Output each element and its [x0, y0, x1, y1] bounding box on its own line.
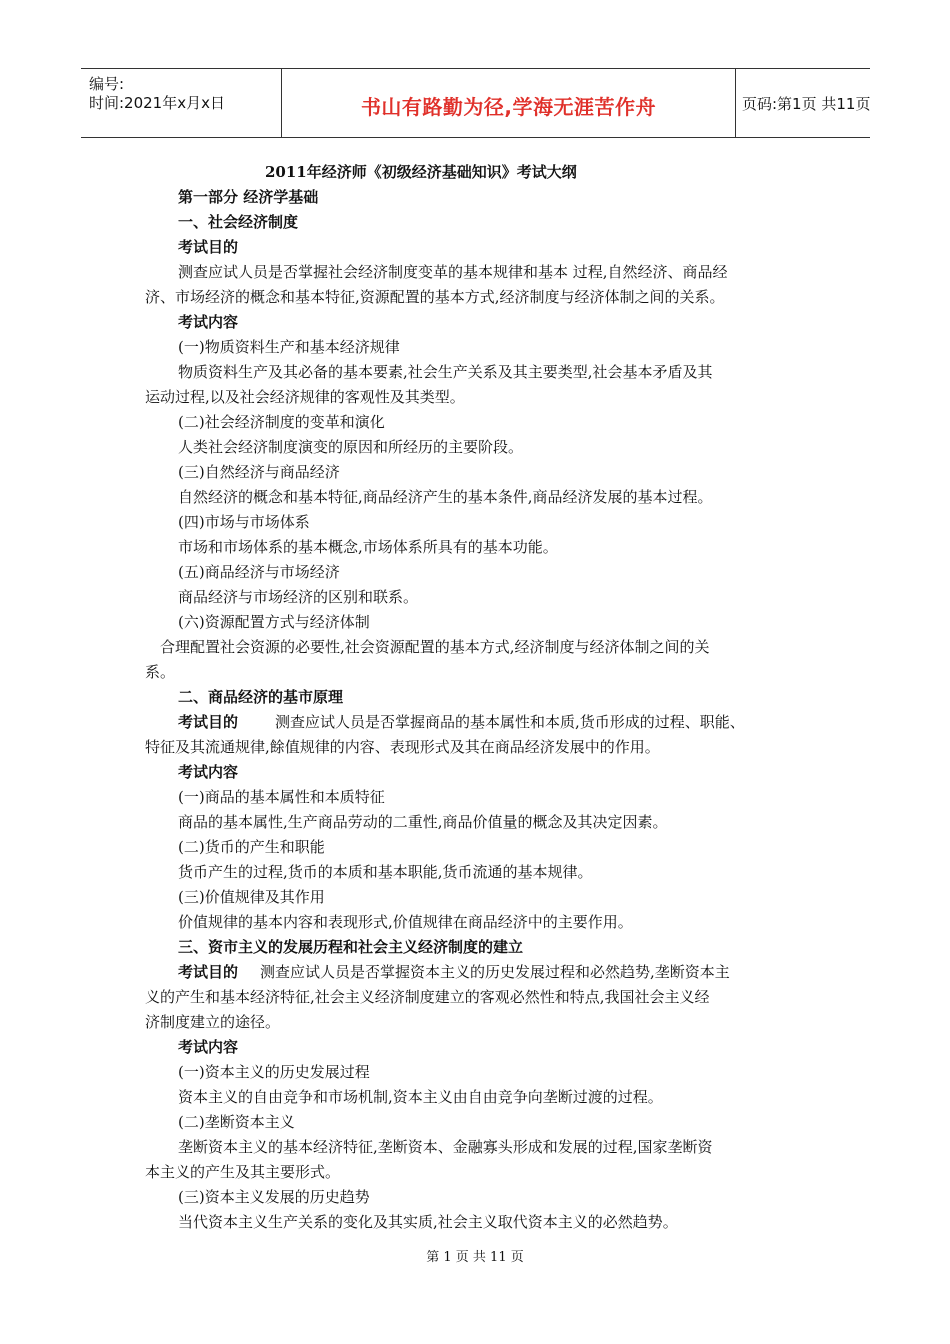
paragraph-line: 商品经济与市场经济的区别和联系。: [178, 588, 419, 606]
paragraph-line: 测查应试人员是否掌握社会经济制度变革的基本规律和基本 过程,自然经济、商品经: [178, 263, 728, 281]
paragraph-line: 义的产生和基本经济特征,社会主义经济制度建立的客观必然性和特点,我国社会主义经: [145, 988, 710, 1006]
content-label: 考试内容: [178, 763, 239, 781]
motto-text: 书山有路勤为径,学海无涯苦作舟: [360, 95, 657, 119]
paragraph-line: 商品的基本属性,生产商品劳动的二重性,商品价值量的概念及其决定因素。: [178, 813, 668, 831]
paragraph-line: 当代资本主义生产关系的变化及其实质,社会主义取代资本主义的必然趋势。: [178, 1213, 678, 1231]
item-heading: (三)自然经济与商品经济: [178, 463, 340, 481]
goal-label: 考试目的: [178, 713, 239, 731]
page-header: [81, 68, 870, 138]
paragraph-line: 系。: [145, 663, 176, 681]
section-heading: 一、社会经济制度: [178, 213, 299, 231]
header-motto-cell: [281, 69, 736, 137]
paragraph-line: 合理配置社会资源的必要性,社会资源配置的基本方式,经济制度与经济体制之间的关: [160, 638, 710, 656]
item-heading: (二)货币的产生和职能: [178, 838, 325, 856]
item-heading: (三)资本主义发展的历史趋势: [178, 1188, 370, 1206]
header-meta-cell: [81, 69, 281, 137]
paragraph-line: 自然经济的概念和基本特征,商品经济产生的基本条件,商品经济发展的基本过程。: [178, 488, 713, 506]
paragraph-line: 货币产生的过程,货币的本质和基本职能,货币流通的基本规律。: [178, 863, 593, 881]
section-heading: 三、资市主义的发展历程和社会主义经济制度的建立: [178, 938, 524, 956]
item-heading: (五)商品经济与市场经济: [178, 563, 340, 581]
goal-label: 考试目的: [178, 238, 239, 256]
paragraph-line: 济制度建立的途径。: [145, 1013, 281, 1031]
item-heading: (一)物质资料生产和基本经济规律: [178, 338, 400, 356]
item-heading: (六)资源配置方式与经济体制: [178, 613, 370, 631]
item-heading: (一)商品的基本属性和本质特征: [178, 788, 385, 806]
header-page-cell: [736, 69, 870, 137]
paragraph-line: 测查应试人员是否掌握商品的基本属性和本质,货币形成的过程、职能、: [275, 713, 745, 731]
paragraph-line: 市场和市场体系的基本概念,市场体系所具有的基本功能。: [178, 538, 558, 556]
content-label: 考试内容: [178, 313, 239, 331]
paragraph-line: 特征及其流通规律,餘值规律的内容、表现形式及其在商品经济发展中的作用。: [145, 738, 660, 756]
paragraph-line: 资本主义的自由竞争和市场机制,资本主义由自由竞争向垄断过渡的过程。: [178, 1088, 663, 1106]
part-heading: 第一部分 经济学基础: [178, 188, 319, 206]
item-heading: (一)资本主义的历史发展过程: [178, 1063, 370, 1081]
paragraph-line: 物质资料生产及其必备的基本要素,社会生产关系及其主要类型,社会基本矛盾及其: [178, 363, 713, 381]
item-heading: (四)市场与市场体系: [178, 513, 310, 531]
paragraph-line: 垄断资本主义的基本经济特征,垄断资本、金融寡头形成和发展的过程,国家垄断资: [178, 1138, 713, 1156]
paragraph-line: 价值规律的基本内容和表现形式,价值规律在商品经济中的主要作用。: [178, 913, 633, 931]
content-label: 考试内容: [178, 1038, 239, 1056]
doc-title: 2011年经济师《初级经济基础知识》考试大纲: [265, 163, 577, 181]
section-heading: 二、商品经济的基市原理: [178, 688, 344, 706]
page-footer: 第 1 页 共 11 页: [426, 1250, 524, 1265]
item-heading: (三)价值规律及其作用: [178, 888, 325, 906]
item-heading: (二)垄断资本主义: [178, 1113, 295, 1131]
doc-code-label: 编号:: [89, 75, 125, 93]
paragraph-line: 本主义的产生及其主要形式。: [145, 1163, 341, 1181]
page-info: 页码:第1页 共11页: [742, 95, 871, 113]
item-heading: (二)社会经济制度的变革和演化: [178, 413, 385, 431]
goal-label: 考试目的: [178, 963, 239, 981]
doc-date: 时间:2021年x月x日: [89, 94, 225, 112]
paragraph-line: 人类社会经济制度演变的原因和所经历的主要阶段。: [178, 438, 524, 456]
paragraph-line: 测查应试人员是否掌握资本主义的历史发展过程和必然趋势,垄断资本主: [260, 963, 730, 981]
paragraph-line: 济、市场经济的概念和基本特征,资源配置的基本方式,经济制度与经济体制之间的关系。: [145, 288, 725, 306]
paragraph-line: 运动过程,以及社会经济规律的客观性及其类型。: [145, 388, 465, 406]
